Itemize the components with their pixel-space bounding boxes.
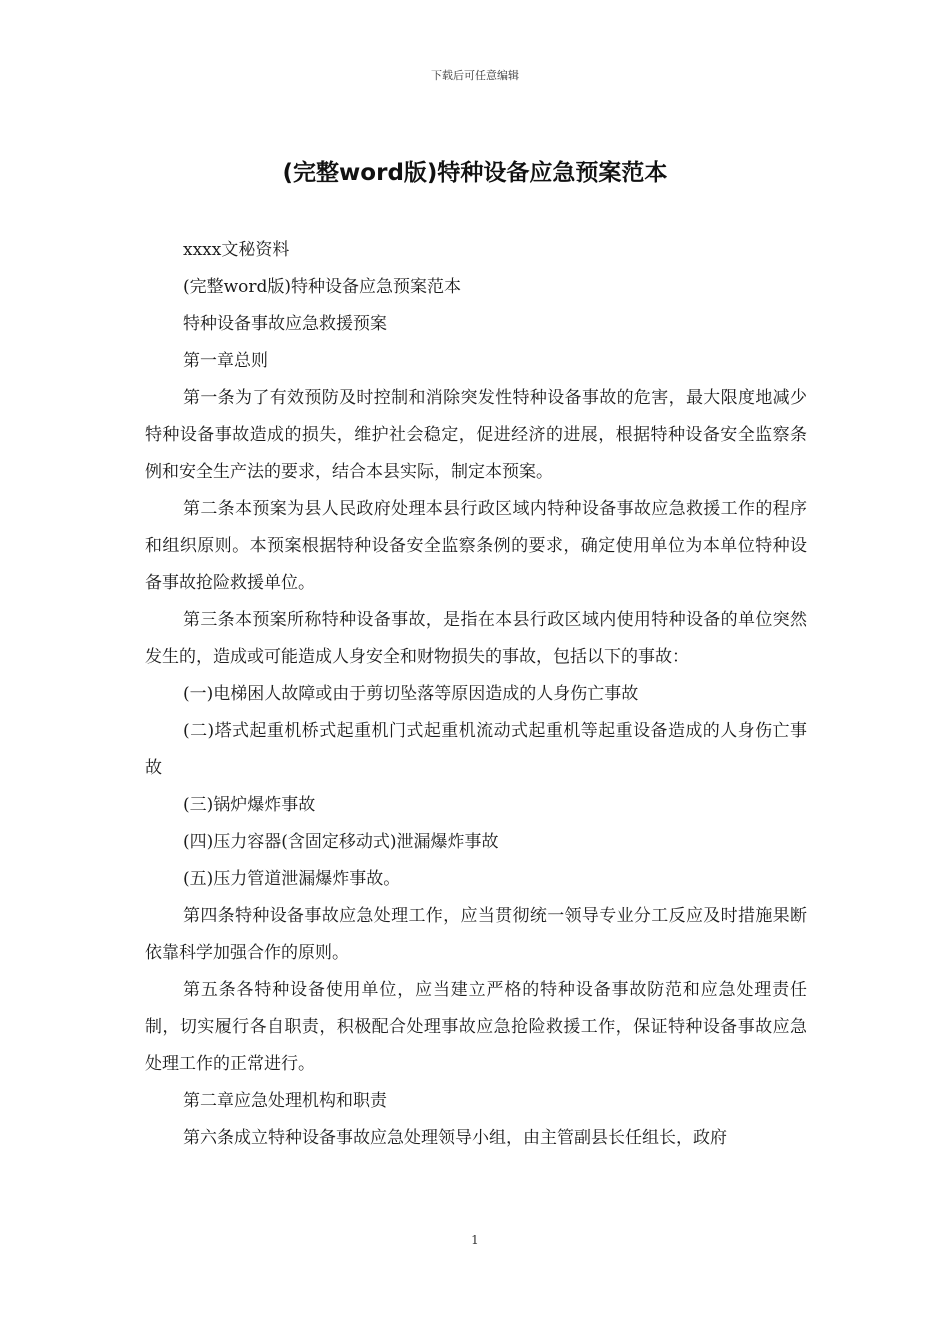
page-number: 1	[471, 1233, 479, 1247]
article-6: 第六条成立特种设备事故应急处理领导小组，由主管副县长任组长，政府	[183, 1128, 727, 1148]
paragraph-source: xxxx文秘资料	[183, 240, 290, 260]
paragraph-plan-name: 特种设备事故应急救援预案	[183, 314, 387, 334]
list-item-2: (二)塔式起重机桥式起重机门式起重机流动式起重机等起重设备造成的人身伤亡事故	[145, 721, 807, 778]
document-title: (完整word版)特种设备应急预案范本	[282, 160, 668, 186]
article-1: 第一条为了有效预防及时控制和消除突发性特种设备事故的危害，最大限度地减少特种设备事故造成的损失，维护社会稳定，促进经济的进展，根据特种设备安全监察条例和安全生产法的要求，结合本县实际，制定本预案。	[145, 388, 807, 482]
article-4: 第四条特种设备事故应急处理工作，应当贯彻统一领导专业分工反应及时措施果断依靠科学加强合作的原则。	[145, 906, 807, 963]
page-header: 下载后可任意编辑	[431, 69, 519, 82]
article-2: 第二条本预案为县人民政府处理本县行政区域内特种设备事故应急救援工作的程序和组织原则。本预案根据特种设备安全监察条例的要求，确定使用单位为本单位特种设备事故抢险救援单位。	[145, 499, 807, 593]
document-body	[145, 232, 807, 1157]
paragraph-doc-name: (完整word版)特种设备应急预案范本	[183, 277, 462, 297]
list-item-5: (五)压力管道泄漏爆炸事故。	[183, 869, 401, 889]
chapter-heading-1: 第一章总则	[183, 351, 268, 371]
list-item-3: (三)锅炉爆炸事故	[183, 795, 316, 815]
article-5: 第五条各特种设备使用单位，应当建立严格的特种设备事故防范和应急处理责任制，切实履行各自职责，积极配合处理事故应急抢险救援工作，保证特种设备事故应急处理工作的正常进行。	[145, 980, 807, 1074]
article-3: 第三条本预案所称特种设备事故，是指在本县行政区域内使用特种设备的单位突然发生的，造成或可能造成人身安全和财物损失的事故，包括以下的事故：	[145, 610, 807, 667]
list-item-4: (四)压力容器(含固定移动式)泄漏爆炸事故	[183, 832, 499, 852]
chapter-heading-2: 第二章应急处理机构和职责	[183, 1091, 387, 1111]
list-item-1: (一)电梯困人故障或由于剪切坠落等原因造成的人身伤亡事故	[183, 684, 639, 704]
